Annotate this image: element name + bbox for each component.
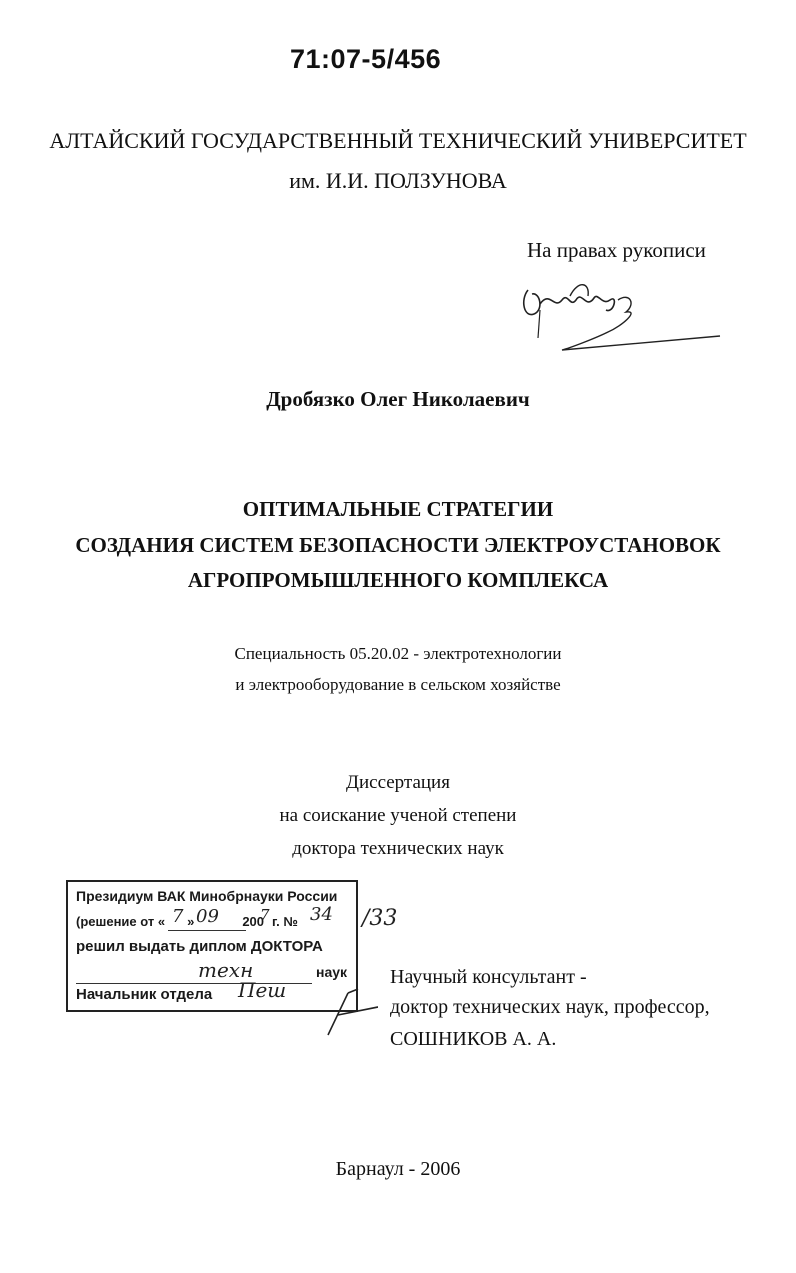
stamp-handwritten-signature: Пеш — [238, 978, 287, 1002]
stamp-decision-year-prefix: 200 — [242, 914, 265, 929]
stamp-line-diploma: решил выдать диплом ДОКТОРА — [76, 938, 323, 955]
stamp-decision-quote: » — [187, 914, 195, 929]
stamp-line-presidium: Президиум ВАК Минобрнауки России — [76, 888, 338, 904]
stamp-handwritten-year: 7 — [260, 906, 270, 924]
stamp-decision-prefix: (решение от « — [76, 914, 166, 929]
consultant-name: СОШНИКОВ А. А. — [390, 1028, 557, 1050]
dissertation-label: Диссертация — [346, 772, 450, 793]
stamp-handwritten-number: 34 — [310, 904, 333, 925]
thesis-title-line-2: СОЗДАНИЯ СИСТЕМ БЕЗОПАСНОСТИ ЭЛЕКТРОУСТАНОВОК — [75, 533, 721, 557]
author-signature — [510, 270, 730, 365]
stamp-line-science: наук — [316, 964, 348, 980]
stamp-handwritten-day: 7 — [172, 906, 184, 927]
stamp-signature-stroke — [318, 985, 378, 1045]
specialty-line-2: и электрооборудование в сельском хозяйстве — [235, 675, 561, 694]
manuscript-rights-note: На правах рукописи — [527, 238, 706, 262]
consultant-degree: доктор технических наук, профессор, — [390, 996, 710, 1018]
city-year: Барнаул - 2006 — [335, 1158, 461, 1180]
consultant-label: Научный консультант - — [390, 966, 587, 988]
vak-stamp — [66, 880, 358, 1012]
author-name: Дробязко Олег Николаевич — [266, 387, 530, 411]
dissertation-degree-line-2: доктора технических наук — [292, 838, 504, 859]
thesis-title-line-1: ОПТИМАЛЬНЫЕ СТРАТЕГИИ — [242, 497, 554, 521]
stamp-line-head: Начальник отдела — [76, 986, 213, 1003]
stamp-handwritten-month: 09 — [196, 906, 219, 927]
stamp-decision-year-suffix: г. № — [272, 914, 298, 929]
stamp-handwritten-field: техн — [198, 958, 254, 982]
university-named-after: им. И.И. ПОЛЗУНОВА — [289, 168, 507, 193]
university-name: АЛТАЙСКИЙ ГОСУДАРСТВЕННЫЙ ТЕХНИЧЕСКИЙ УНИВЕРСИТЕТ — [49, 128, 747, 153]
specialty-line-1: Специальность 05.20.02 - электротехнологии — [234, 644, 562, 663]
dissertation-degree-line-1: на соискание ученой степени — [279, 805, 517, 826]
archive-code: 71:07-5/456 — [290, 44, 442, 74]
stamp-handwritten-number-extra: /33 — [362, 906, 398, 931]
thesis-title-line-3: АГРОПРОМЫШЛЕННОГО КОМПЛЕКСА — [187, 568, 609, 592]
